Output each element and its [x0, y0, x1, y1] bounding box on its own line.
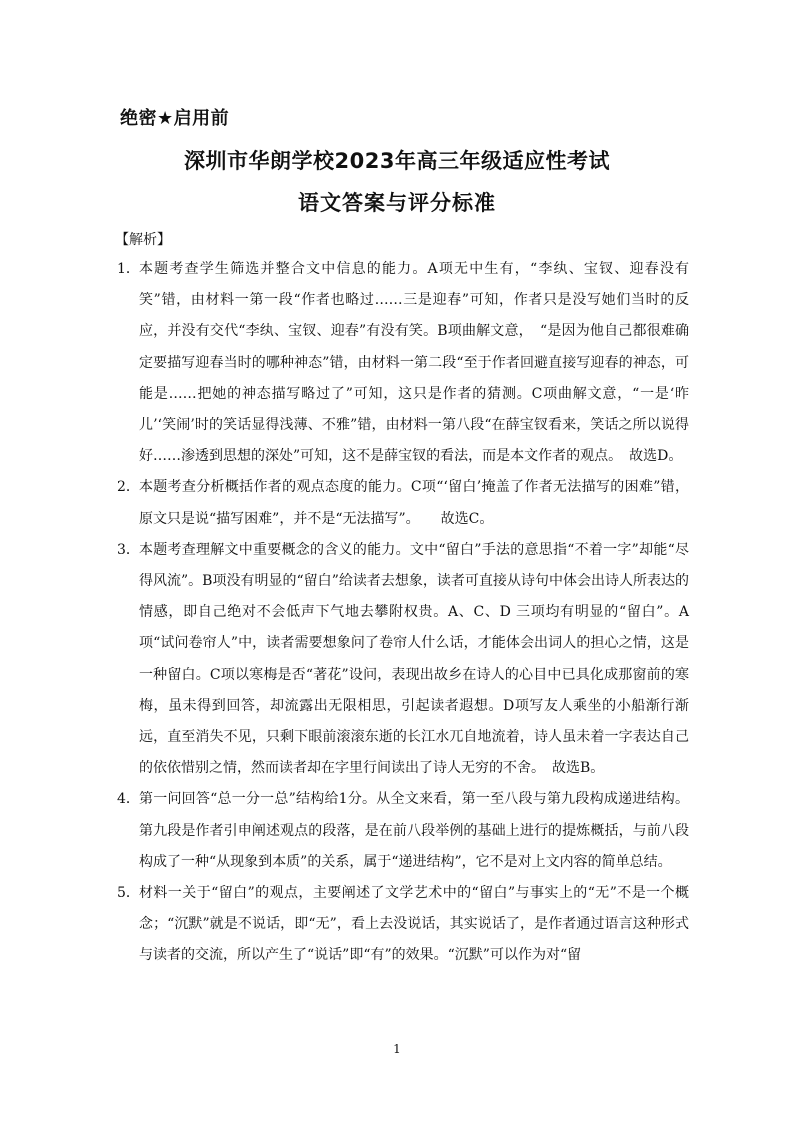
section-label: 【解析】 [115, 232, 171, 248]
answer-number: 2． [117, 479, 140, 496]
page-number: 1 [393, 1042, 401, 1056]
answer-text: 本题考查理解文中重要概念的含义的能力。文中“留白”手法的意思指“不着一字”却能“尽得风流”。B项没有明显的“留白”给读者去想象，读者可直接从诗句中体会出诗人所表达的情感，即自己绝对不会低声下气地去攀附权贵。A、C、D 三项均有明显的“留白”。A项“试问卷帘人”中，读者需要想象问了卷帘人什么话，才能体会出词人的担心之情，这是一种留白。C项以寒梅是否“著花”设问，表现出故乡在诗人的心目中已具化成那窗前的寒梅，虽未得到回答，却流露出无限相思，引起读者遐想。D项写友人乘坐的小船渐行渐远，直至消失不见，只剩下眼前滚滚东逝的长江水兀自地流着，诗人虽未着一字表达自己的依依惜别之情，然而读者却在字里行间读出了诗人无穷的不舍。 故选B。 [139, 541, 689, 777]
answer-text: 本题考查学生筛选并整合文中信息的能力。A项无中生有，“李纨、宝钗、迎春没有笑”错，由材料一第一段“作者也略过……三是迎春”可知，作者只是没写她们当时的反应，并没有交代“李纨、宝钗、迎春”有没有笑。B项曲解文意， “是因为他自己都很难确定要描写迎春当时的哪种神态”错，由材料一第二段“至于作者回避直接写迎春的神态，可能是……把她的神态描写略过了”可知，这只是作者的猜测。C项曲解文意，“一是‘昨儿’‘笑闹’时的笑话显得浅薄、不雅”错，由材料一第八段“在薛宝钗看来，笑话之所以说得好……渗透到思想的深处”可知，这不是薛宝钗的看法，而是本文作者的观点。 故选D。 [139, 261, 689, 465]
answer-item-1 [117, 254, 689, 472]
answer-item-5 [117, 878, 689, 972]
answer-item-3 [117, 535, 689, 785]
page-title: 深圳市华朗学校2023年高三年级适应性考试 [184, 149, 610, 173]
answer-item-2 [117, 472, 689, 534]
page-subtitle: 语文答案与评分标准 [298, 191, 496, 215]
answer-number: 3． [117, 541, 140, 558]
answer-item-4 [117, 784, 689, 878]
answer-list [117, 254, 689, 972]
answer-text: 第一问回答“总一分一总”结构给1分。从全文来看，第一至八段与第九段构成递进结构。第九段是作者引申阐述观点的段落，是在前八段举例的基础上进行的提炼概括，与前八段构成了一种“从现象到本质”的关系，属于“递进结构”，它不是对上文内容的简单总结。 [139, 791, 689, 870]
answer-text: 材料一关于“留白”的观点，主要阐述了文学艺术中的“留白”与事实上的“无”不是一个概念；“沉默”就是不说话，即“无”，看上去没说话，其实说话了，是作者通过语言这种形式与读者的交流，所以产生了“说话”即“有”的效果。“沉默”可以作为对“留 [139, 885, 689, 964]
answer-number: 4． [117, 791, 140, 808]
answer-number: 1． [117, 261, 140, 277]
classification-label: 绝密★启用前 [120, 108, 230, 129]
answer-text: 本题考查分析概括作者的观点态度的能力。C项“‘留白’掩盖了作者无法描写的困难”错，原文只是说“描写困难”，并不是“无法描写”。 故选C。 [139, 479, 689, 527]
answer-number: 5． [117, 885, 140, 902]
